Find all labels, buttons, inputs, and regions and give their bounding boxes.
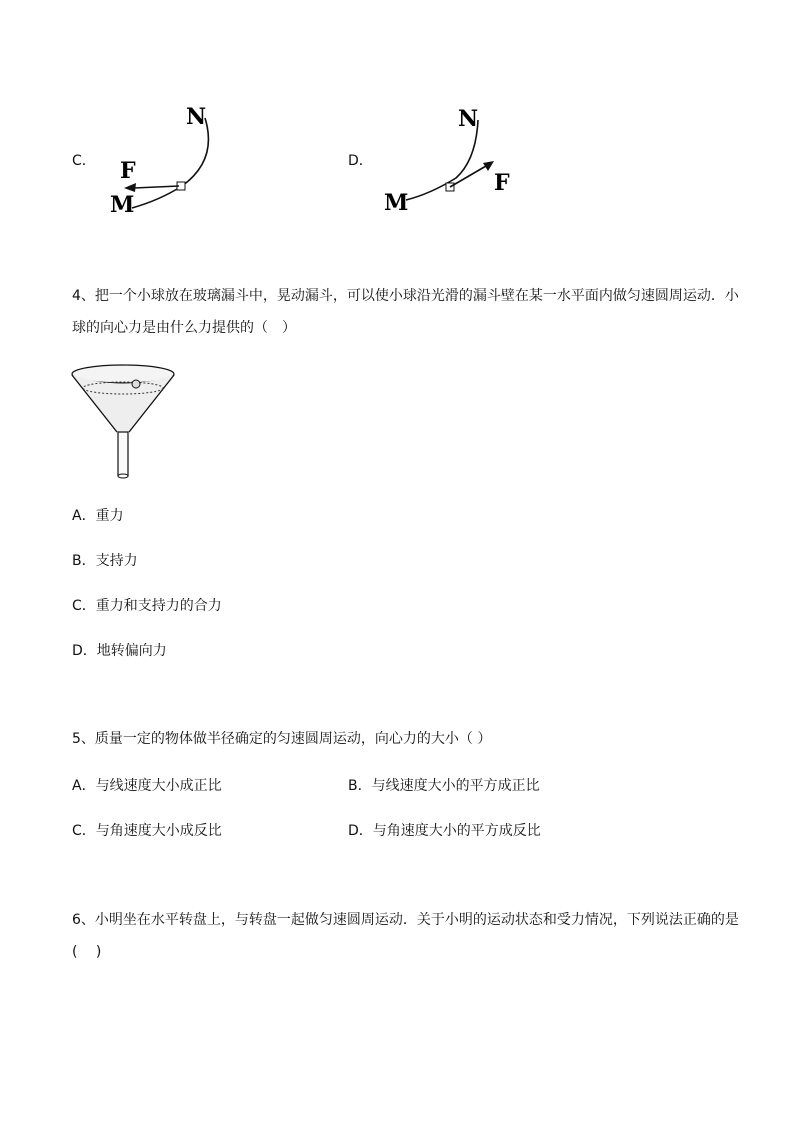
q5-option-b: B．与线速度大小的平方成正比 bbox=[348, 778, 540, 794]
force-arrowhead-c bbox=[124, 183, 136, 192]
q5-option-c: C．与角速度大小成反比 bbox=[72, 823, 222, 839]
q4-stem: 4、把一个小球放在玻璃漏斗中，晃动漏斗，可以使小球沿光滑的漏斗壁在某一水平面内做匀速圆周运动．小球的向心力是由什么力提供的（ ） bbox=[72, 288, 739, 336]
label-n-d: N bbox=[458, 106, 479, 132]
trajectory-curve-d bbox=[406, 120, 478, 200]
funnel-stem bbox=[118, 432, 128, 476]
force-arrow-c bbox=[134, 186, 179, 188]
q5-stem: 5、质量一定的物体做半径确定的匀速圆周运动，向心力的大小（ ） bbox=[72, 731, 492, 747]
force-arrow-d bbox=[450, 166, 486, 187]
q3-figure-c bbox=[100, 100, 230, 220]
label-n-c: N bbox=[186, 104, 207, 130]
funnel-figure bbox=[68, 362, 180, 482]
label-f-d: F bbox=[494, 170, 510, 196]
q4-option-d: D．地转偏向力 bbox=[72, 643, 167, 659]
q5-option-d: D．与角速度大小的平方成反比 bbox=[348, 823, 541, 839]
q3-option-c-label: C． bbox=[72, 153, 96, 169]
q5-option-a: A．与线速度大小成正比 bbox=[72, 778, 222, 794]
q3-option-d-label: D． bbox=[348, 153, 373, 169]
q4-option-b: B．支持力 bbox=[72, 553, 138, 569]
q4-option-c: C．重力和支持力的合力 bbox=[72, 598, 222, 614]
q4-option-a: A．重力 bbox=[72, 508, 124, 524]
label-f-c: F bbox=[120, 158, 136, 184]
trajectory-curve-c bbox=[132, 118, 208, 208]
q3-figure-d bbox=[380, 100, 520, 220]
label-m-d: M bbox=[384, 190, 409, 216]
q6-stem: 6、小明坐在水平转盘上，与转盘一起做匀速圆周运动．关于小明的运动状态和受力情况，下列说法正确的是( ) bbox=[72, 912, 739, 960]
label-m-c: M bbox=[110, 192, 135, 218]
small-ball bbox=[132, 380, 140, 388]
